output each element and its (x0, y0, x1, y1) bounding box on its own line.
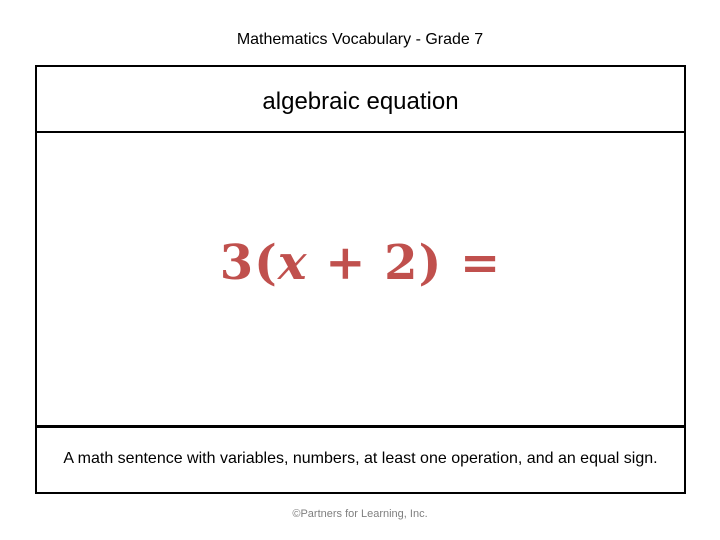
equation-example (37, 235, 684, 291)
equation-coefficient: 3 (219, 235, 255, 291)
equation-variable: x (277, 235, 308, 291)
vocabulary-card (35, 65, 686, 494)
vocabulary-definition: A math sentence with variables, numbers, at least one operation, and an equal sign. (63, 450, 658, 467)
equation-constant: 2 (384, 235, 419, 291)
page-title: Mathematics Vocabulary - Grade 7 (236, 31, 484, 48)
equation-close-paren: ) (418, 235, 443, 291)
equation-panel (37, 133, 684, 428)
equation-open-paren: ( (254, 235, 278, 291)
vocabulary-term: algebraic equation (37, 67, 684, 133)
copyright-footer: ©Partners for Learning, Inc. (292, 508, 428, 520)
equation-equals-sign: = (442, 235, 502, 291)
equation-operator: + (307, 235, 385, 291)
